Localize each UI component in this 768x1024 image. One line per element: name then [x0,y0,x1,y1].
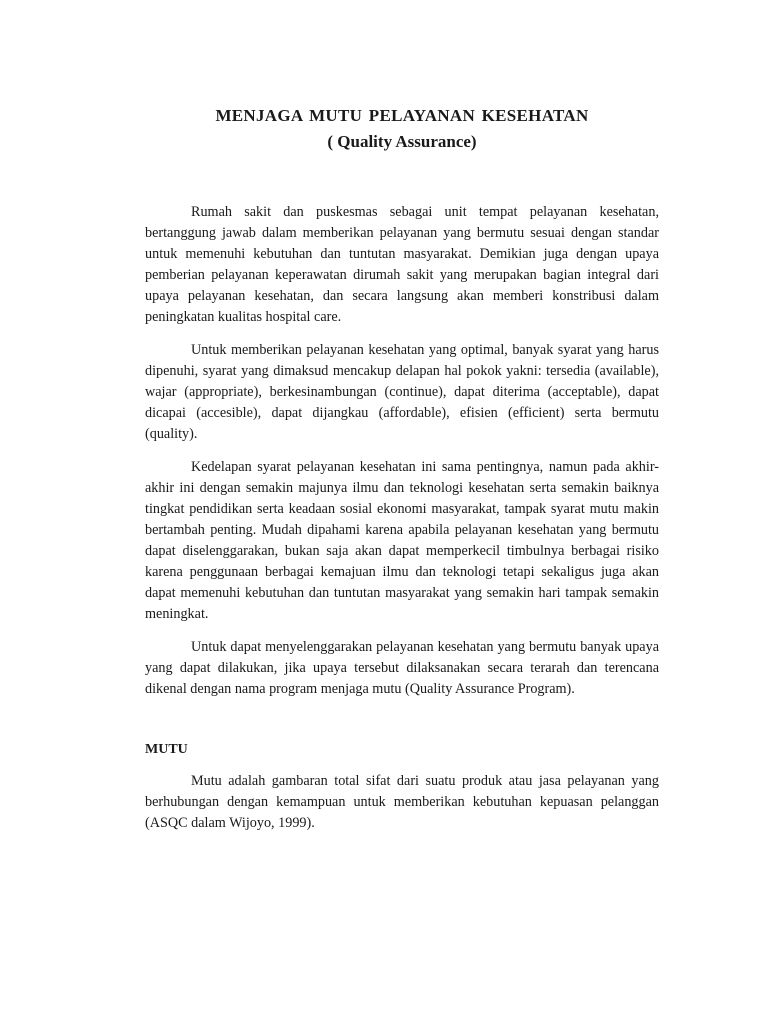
paragraph-3: Kedelapan syarat pelayanan kesehatan ini sama pentingnya, namun pada akhir-akhir ini dengan semakin majunya ilmu dan teknologi kesehatan serta semakin baiknya tingkat pendidikan serta keadaan sosial ekonomi masyarakat, tampak syarat mutu makin bertambah penting. Mudah dipahami karena apabila pelayanan kesehatan yang bermutu dapat diselenggarakan, bukan saja akan dapat memperkecil timbulnya berbagai risiko karena penggunaan berbagai kemajuan ilmu dan teknologi tetapi sekaligus juga akan dapat memenuhi kebutuhan dan tuntutan masyarakat yang semakin hari tampak semakin meningkat. [145,459,659,622]
document-subtitle: ( Quality Assurance) [327,132,477,151]
paragraph-1: Rumah sakit dan puskesmas sebagai unit tempat pelayanan kesehatan, bertanggung jawab dalam memberikan pelayanan yang bermutu sesuai dengan standar untuk memenuhi kebutuhan dan tuntutan masyarakat. Demikian juga dengan upaya pemberian pelayanan keperawatan dirumah sakit yang merupakan bagian integral dari upaya pelayanan kesehatan, dan secara langsung akan memberi konstribusi dalam peningkatan kualitas hospital care. [145,204,659,325]
document-title: MENJAGA MUTU PELAYANAN KESEHATAN [215,106,589,125]
section-heading-mutu: MUTU [145,742,188,757]
section-paragraph-mutu: Mutu adalah gambaran total sifat dari suatu produk atau jasa pelayanan yang berhubungan dengan kemampuan untuk memberikan kebutuhan kepuasan pelanggan (ASQC dalam Wijoyo, 1999). [145,773,659,831]
document-page [145,104,659,846]
paragraph-2: Untuk memberikan pelayanan kesehatan yang optimal, banyak syarat yang harus dipenuhi, syarat yang dimaksud mencakup delapan hal pokok yakni: tersedia (available), wajar (appropriate), berkesinambungan (continue), dapat diterima (acceptable), dapat dicapai (accesible), dapat dijangkau (affordable), efisien (efficient) serta bermutu (quality). [145,342,659,442]
paragraph-4: Untuk dapat menyelenggarakan pelayanan kesehatan yang bermutu banyak upaya yang dapat dilakukan, jika upaya tersebut dilaksanakan secara terarah dan terencana dikenal dengan nama program menjaga mutu (Quality Assurance Program). [145,639,659,697]
document-body [145,202,659,834]
